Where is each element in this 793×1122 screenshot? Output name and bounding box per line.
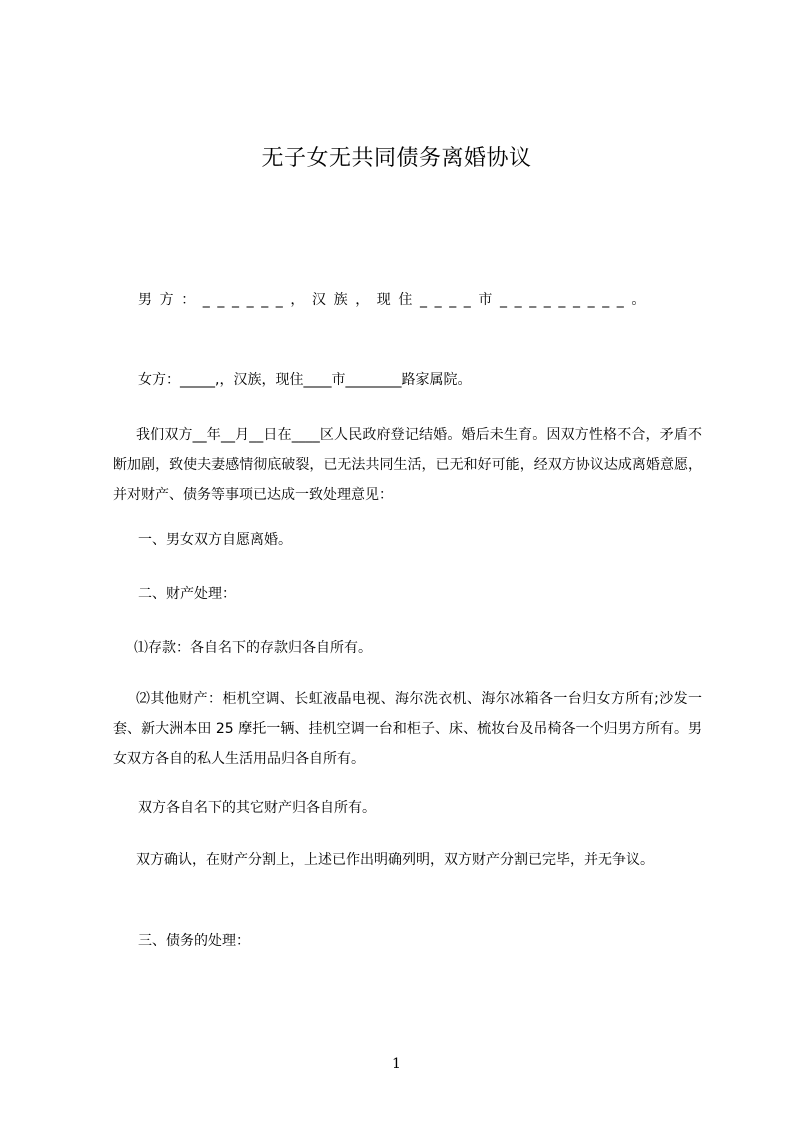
female-party-line: 女方：_____,，汉族，现住____市________路家属院。 <box>138 372 472 388</box>
confirmation-paragraph: 双方确认，在财产分割上，上述已作出明确列明，双方财产分割已完毕，并无争议。 <box>136 852 654 868</box>
marriage-intro-paragraph: 我们双方__年__月__日在____区人民政府登记结婚。婚后未生育。因双方性格不合，矛盾不断加剧，致使夫妻感情彻底破裂，已无法共同生活，已无和好可能，经双方协议达成离婚意愿，并对财产、债务等事项已达成一致处理意见： <box>113 427 702 503</box>
other-property-paragraph: ⑵其他财产：柜机空调、长虹液晶电视、海尔洗衣机、海尔冰箱各一台归女方所有;沙发一套、新大洲本田 25 摩托一辆、挂机空调一台和柜子、床、梳妆台及吊椅各一个归男方所有。男女双方各自的私人生活用品归各自所有。 <box>113 691 702 767</box>
clause-1-heading: 一、男女双方自愿离婚。 <box>138 532 292 548</box>
deposit-item: ⑴存款：各自名下的存款归各自所有。 <box>134 640 372 656</box>
page-number: 1 <box>392 1056 401 1072</box>
clause-2-heading: 二、财产处理： <box>138 586 236 602</box>
remaining-property-line: 双方各自名下的其它财产归各自所有。 <box>138 800 376 816</box>
document-title: 无子女无共同债务离婚协议 <box>261 146 532 171</box>
clause-3-heading: 三、债务的处理： <box>138 933 250 949</box>
male-party-line: 男方：______，汉族，现住____市_________。 <box>138 292 653 308</box>
